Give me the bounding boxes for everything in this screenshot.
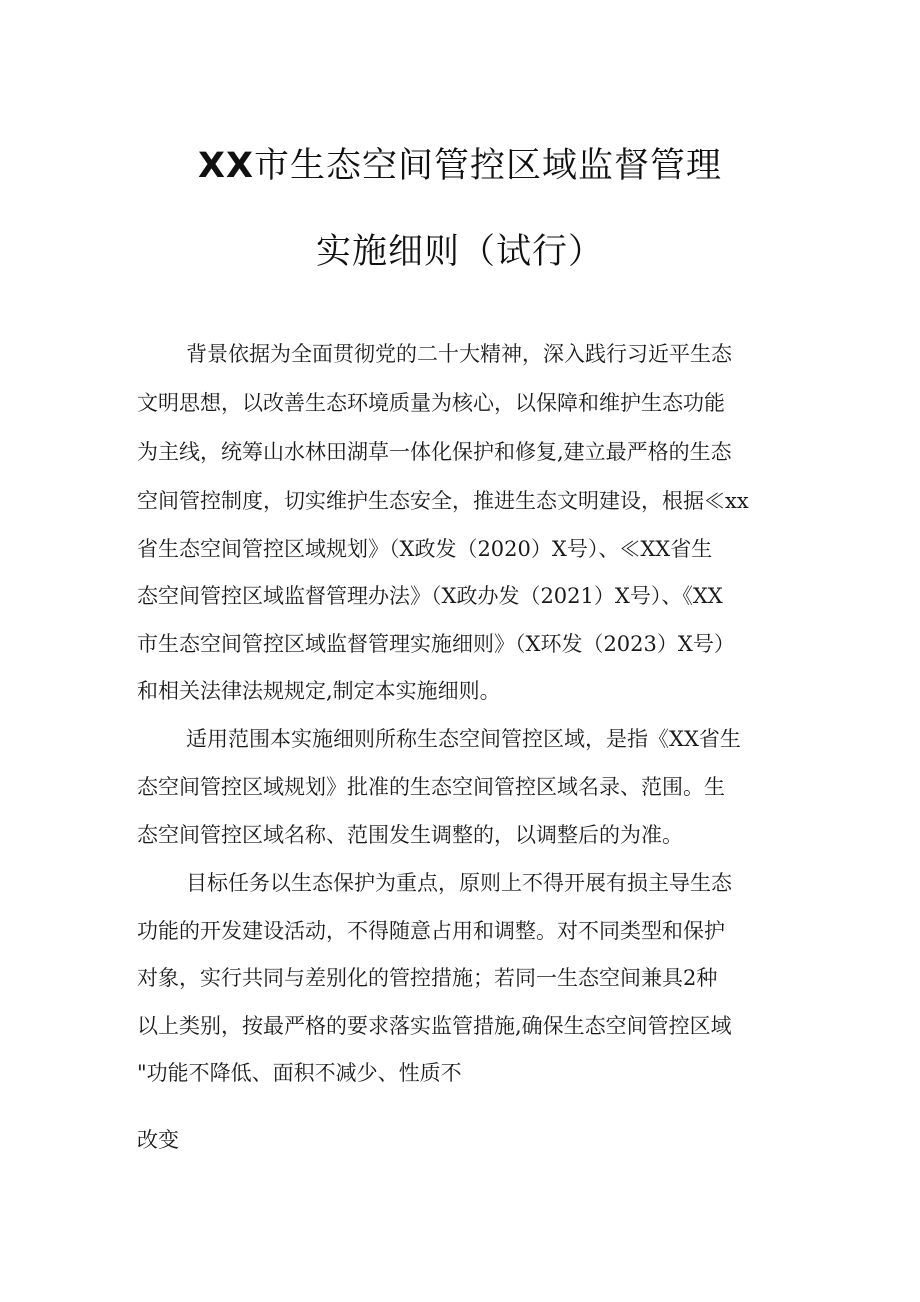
title-city-placeholder: XX bbox=[198, 146, 254, 186]
para1-line-1: 背景依据为全面贯彻党的二十大精神，深入践行习近平生态 bbox=[186, 342, 732, 366]
para1-line-3: 为主线，统筹山水林田湖草一体化保护和修复,建立最严格的生态 bbox=[137, 440, 732, 464]
para3-line-4: 以上类别，按最严格的要求落实监管措施,确保生态空间管控区域 bbox=[137, 1014, 732, 1038]
para3-line-5: "功能不降低、面积不减少、性质不 bbox=[137, 1061, 462, 1085]
para1-line-7: 市生态空间管控区域监督管理实施细则》（X环发（2023）X号） bbox=[137, 632, 735, 656]
para1-line-2: 文明思想，以改善生态环境质量为核心，以保障和维护生态功能 bbox=[137, 391, 725, 415]
para2-line-1: 适用范围本实施细则所称生态空间管控区域，是指《XX省生 bbox=[186, 727, 741, 751]
para3-line-3: 对象，实行共同与差别化的管控措施；若同一生态空间兼具2种 bbox=[137, 966, 718, 990]
document-title-line-2: 实施细则（试行） bbox=[315, 232, 604, 272]
title-main-text: 市生态空间管控区域监督管理 bbox=[253, 146, 722, 186]
para1-line-5: 省生态空间管控区域规划》（X政发（2020）X号）、≪XX省生 bbox=[137, 537, 713, 561]
para2-line-2: 态空间管控区域规划》批准的生态空间管控区域名录、范围。生 bbox=[137, 775, 725, 799]
para2-line-3: 态空间管控区域名称、范围发生调整的，以调整后的为准。 bbox=[137, 823, 683, 847]
document-title-line-1 bbox=[0, 138, 920, 188]
para1-line-6: 态空间管控区域监督管理办法》（X政办发（2021）X号）、《XX bbox=[137, 584, 723, 608]
para1-line-8: 和相关法律法规规定,制定本实施细则。 bbox=[137, 679, 501, 703]
trailing-text: 改变 bbox=[137, 1128, 179, 1152]
para3-line-2: 功能的开发建设活动，不得随意占用和调整。对不同类型和保护 bbox=[137, 919, 725, 943]
para3-line-1: 目标任务以生态保护为重点，原则上不得开展有损主导生态 bbox=[186, 871, 732, 895]
para1-line-4: 空间管控制度，切实维护生态安全，推进生态文明建设，根据≪xx bbox=[137, 489, 749, 513]
